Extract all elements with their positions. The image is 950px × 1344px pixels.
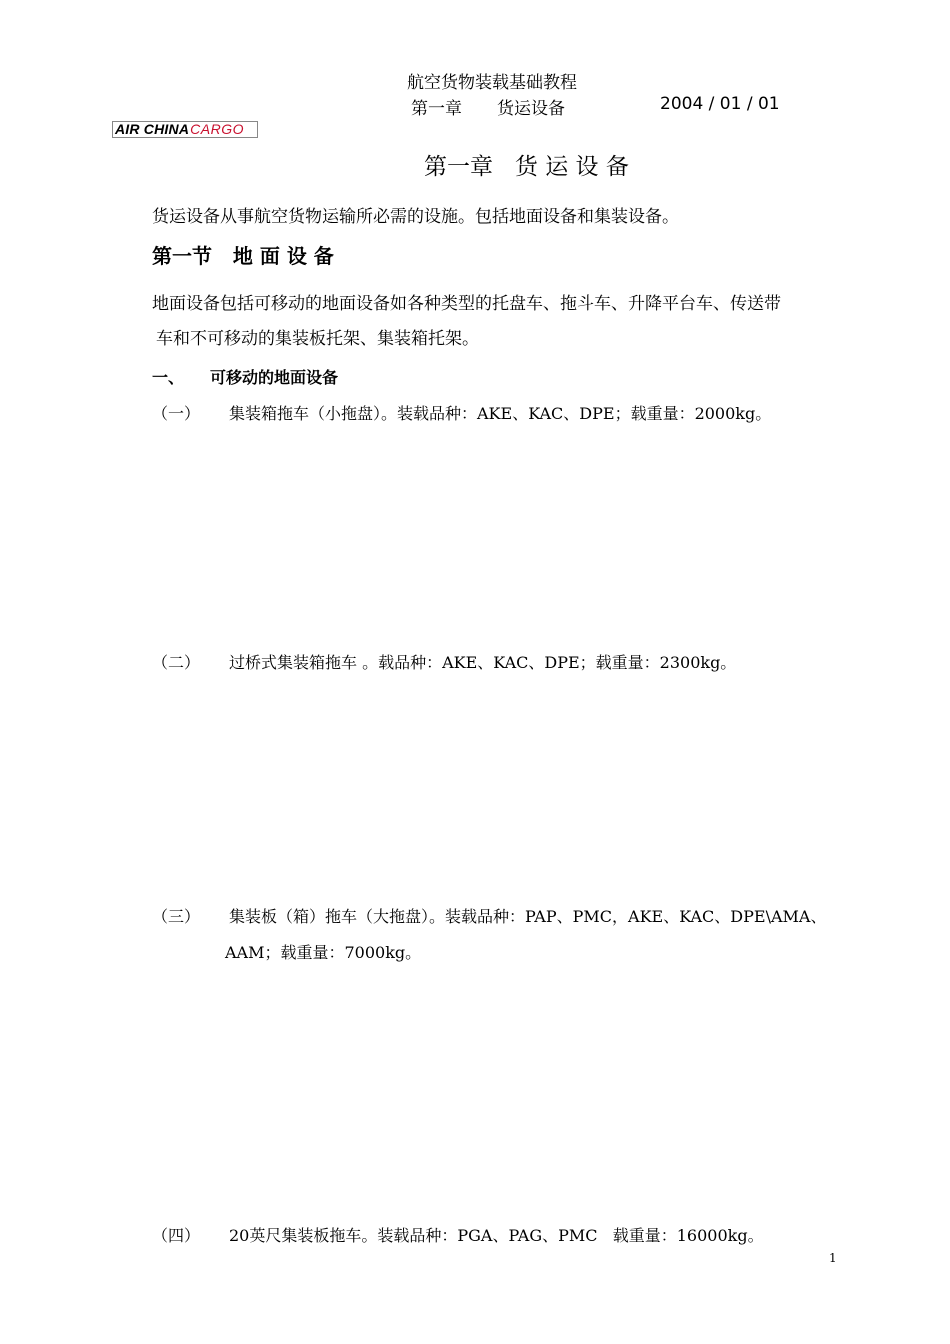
list-item-number: （一）: [152, 404, 201, 423]
list-item-text: 20英尺集装板拖车。装载品种：PGA、PAG、PMC 载重量：16000kg。: [229, 1226, 764, 1245]
intro-paragraph: 货运设备从事航空货物运输所必需的设施。包括地面设备和集装设备。: [152, 207, 679, 227]
header-date: 2004 / 01 / 01: [660, 94, 780, 114]
list-item-number: （四）: [152, 1226, 201, 1245]
subsection-number: 一、: [152, 368, 185, 387]
section-paragraph-line-2: 车和不可移动的集装板托架、集装箱托架。: [156, 329, 479, 349]
section-paragraph-line-1: 地面设备包括可移动的地面设备如各种类型的托盘车、拖斗车、升降平台车、传送带: [152, 294, 781, 314]
chapter-title: 第一章 货 运 设 备: [424, 154, 629, 180]
logo-air-china-text: AIR CHINA: [115, 121, 190, 137]
page-number: 1: [829, 1251, 837, 1265]
list-item-text: 集装箱拖车（小拖盘）。装载品种：AKE、KAC、DPE；载重量：2000kg。: [229, 404, 772, 423]
header-section: 货运设备: [497, 99, 565, 119]
list-item-text: 集装板（箱）拖车（大拖盘）。装载品种：PAP、PMC，AKE、KAC、DPE\AMA、: [229, 907, 827, 926]
header-chapter: 第一章: [411, 99, 462, 119]
logo-cargo-text: CARGO: [190, 121, 244, 137]
list-item-text-continued: AAM；载重量：7000kg。: [225, 943, 422, 962]
section-title: 第一节 地 面 设 备: [152, 244, 334, 268]
air-china-cargo-logo: [112, 121, 258, 138]
document-title: 航空货物装载基础教程: [407, 73, 577, 93]
list-item-number: （三）: [152, 907, 201, 926]
list-item-text: 过桥式集装箱拖车 。载品种：AKE、KAC、DPE；载重量：2300kg。: [229, 653, 737, 672]
list-item-number: （二）: [152, 653, 201, 672]
subsection-title: 可移动的地面设备: [210, 368, 339, 387]
